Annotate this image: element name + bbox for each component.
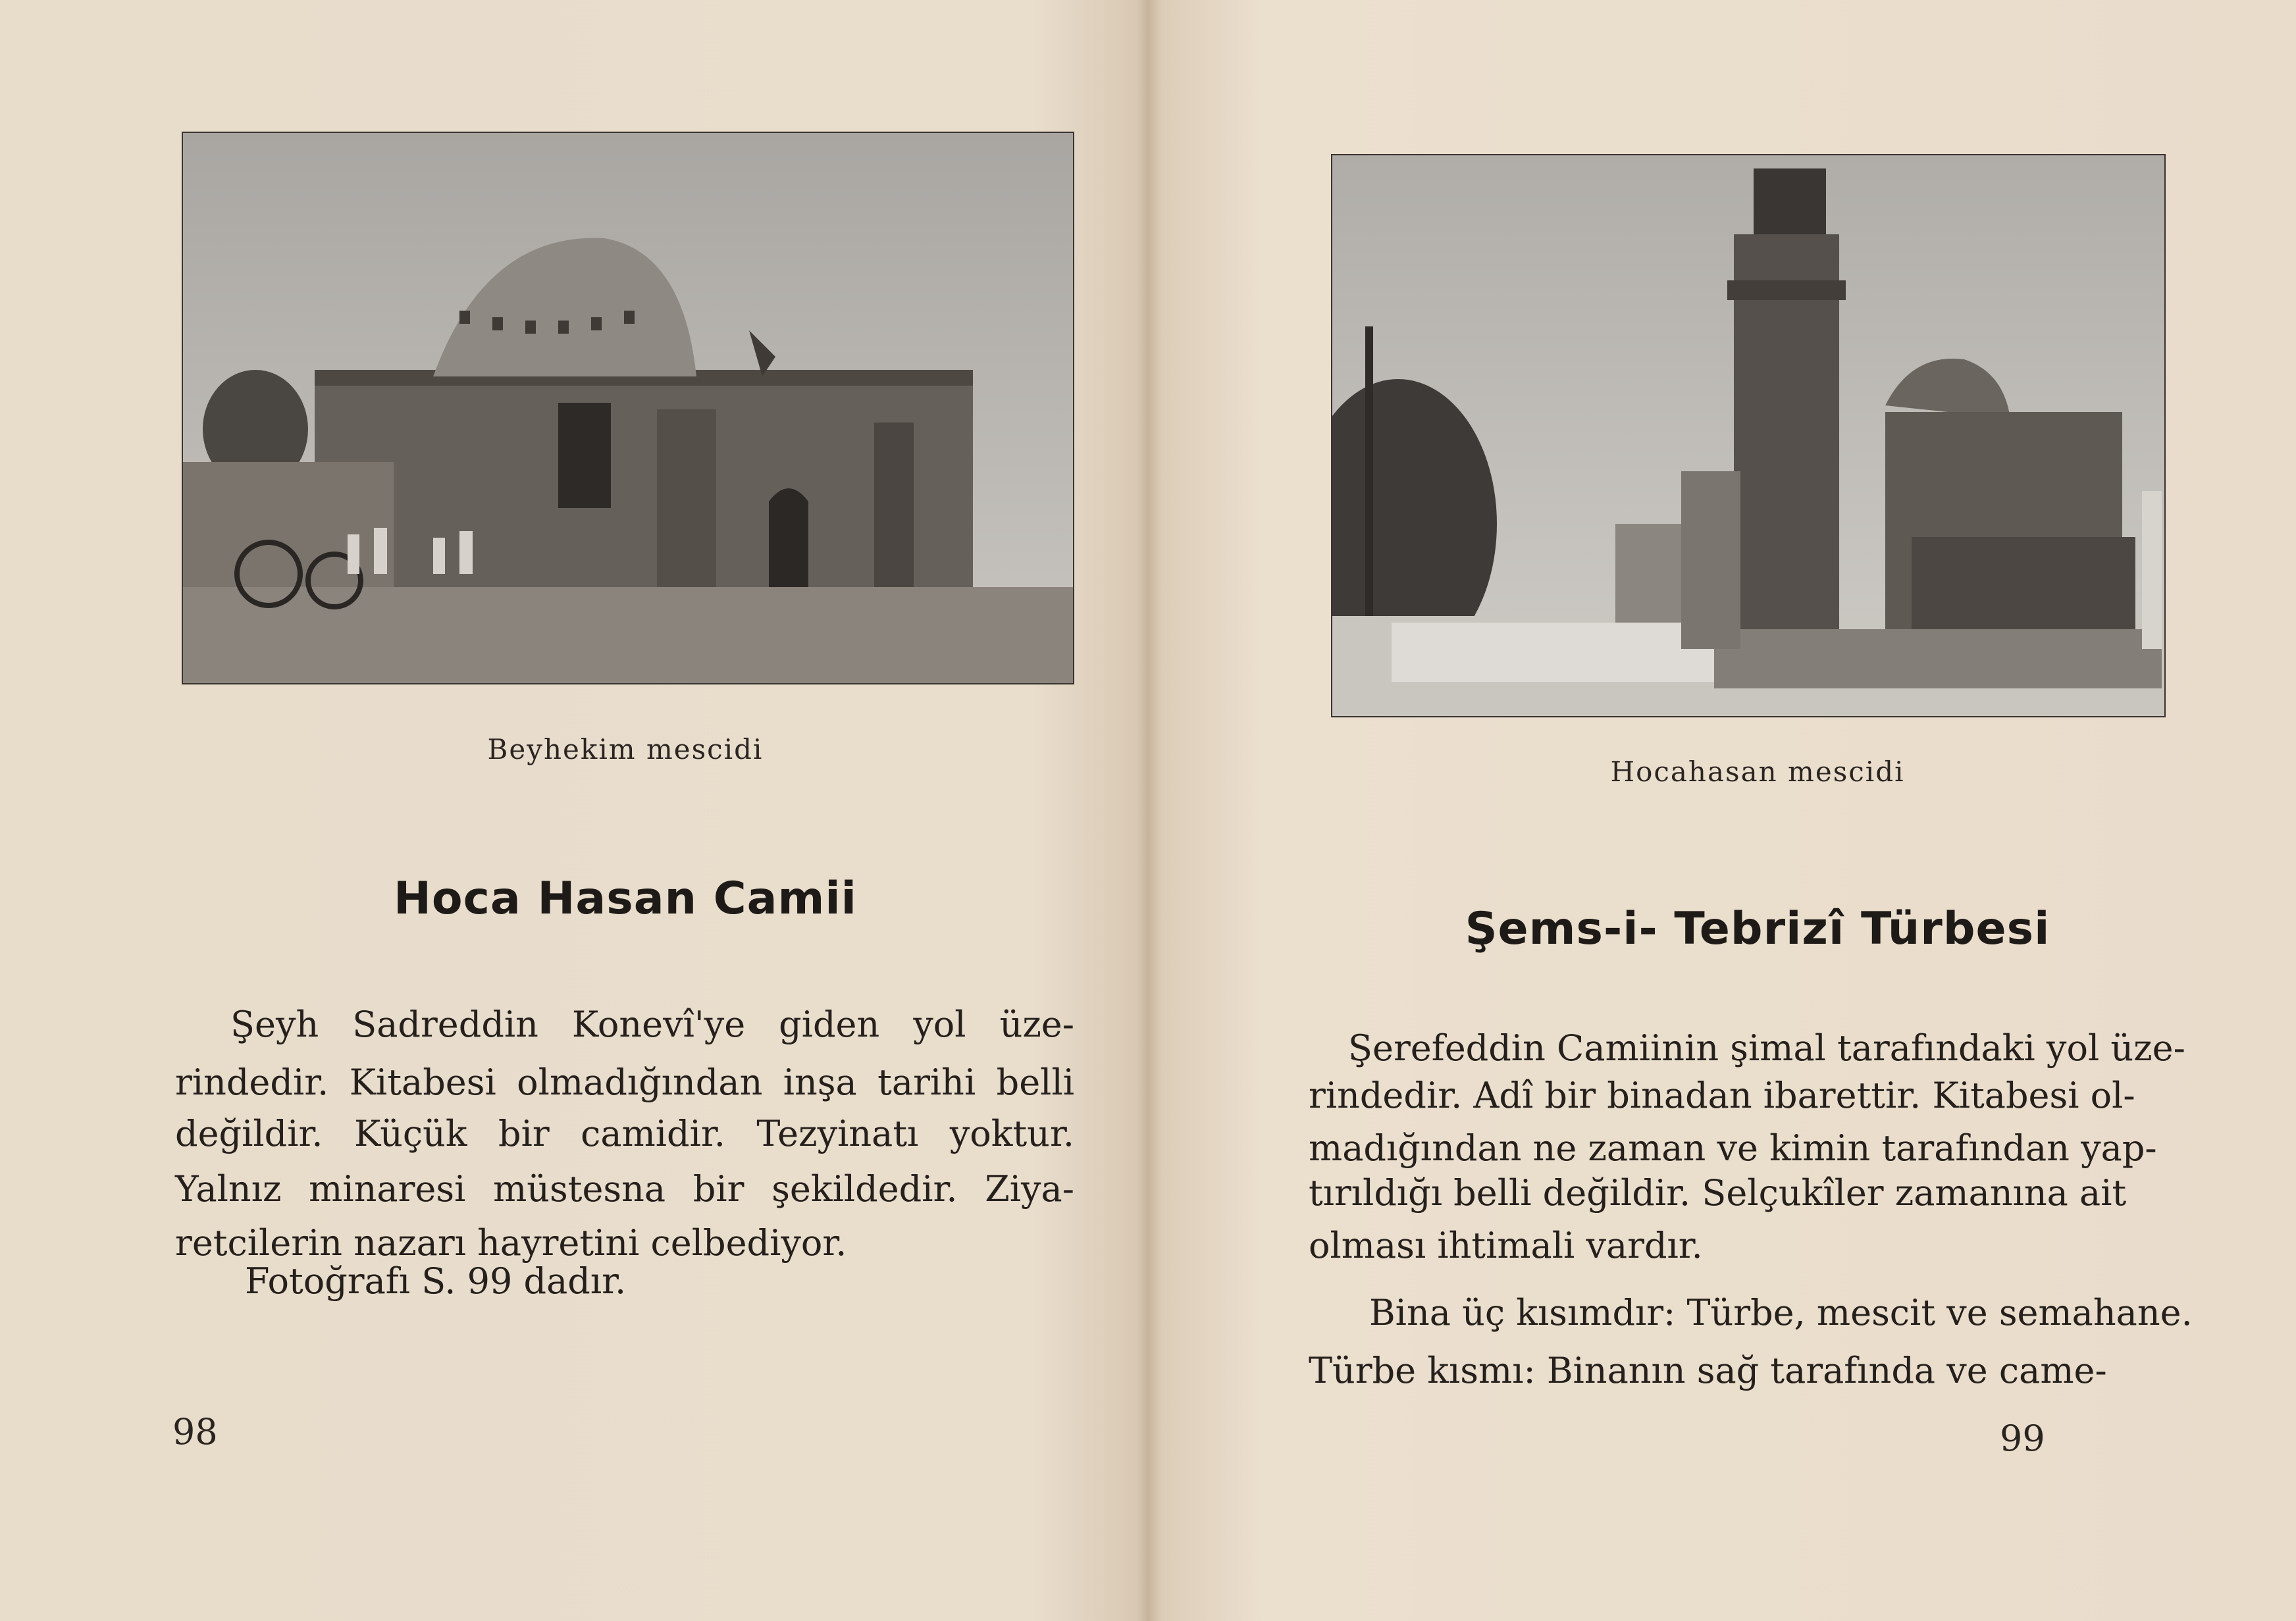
right-page [1159, 0, 2296, 1621]
paragraph-line: madığından ne zaman ve kimin tarafından yap- [1309, 1127, 2157, 1169]
paragraph-line: Bina üç kısımdır: Türbe, mescit ve semahane. [1369, 1292, 2193, 1333]
paragraph-line: Türbe kısmı: Binanın sağ tarafında ve came- [1309, 1350, 2107, 1391]
beyhekim-mosque-photo [182, 132, 1074, 684]
section-title: Hoca Hasan Camii [393, 873, 857, 925]
paragraph-line: rindedir. Adî bir binadan ibarettir. Kitabesi ol- [1309, 1075, 2135, 1116]
photo-caption: Beyhekim mescidi [487, 733, 764, 765]
paragraph-line: değildir. Küçük bir camidir. Tezyinatı yoktur. [175, 1113, 1074, 1154]
paragraph-line: Şeyh Sadreddin Konevî'ye giden yol üze- [230, 1004, 1074, 1045]
section-title: Şems-i- Tebrizî Türbesi [1465, 903, 2050, 955]
photo-reference-note: Fotoğrafı S. 99 dadır. [245, 1260, 627, 1302]
hocahasan-mosque-photo [1331, 154, 2166, 717]
page-number: 99 [2000, 1418, 2045, 1459]
photo-caption: Hocahasan mescidi [1610, 756, 1905, 788]
paragraph-line: Şerefeddin Camiinin şimal tarafındaki yol üze- [1348, 1027, 2185, 1069]
paragraph-line: Yalnız minaresi müstesna bir şekildedir. Ziya- [175, 1168, 1074, 1210]
paragraph-line: olması ihtimali vardır. [1309, 1225, 1703, 1266]
left-page [0, 0, 1145, 1621]
paragraph-line: rindedir. Kitabesi olmadığından inşa tarihi belli [175, 1062, 1074, 1103]
paragraph-line: tırıldığı belli değildir. Selçukîler zamanına ait [1309, 1172, 2127, 1214]
paragraph-line: retcilerin nazarı hayretini celbediyor. [175, 1222, 847, 1264]
page-number: 98 [172, 1411, 218, 1453]
